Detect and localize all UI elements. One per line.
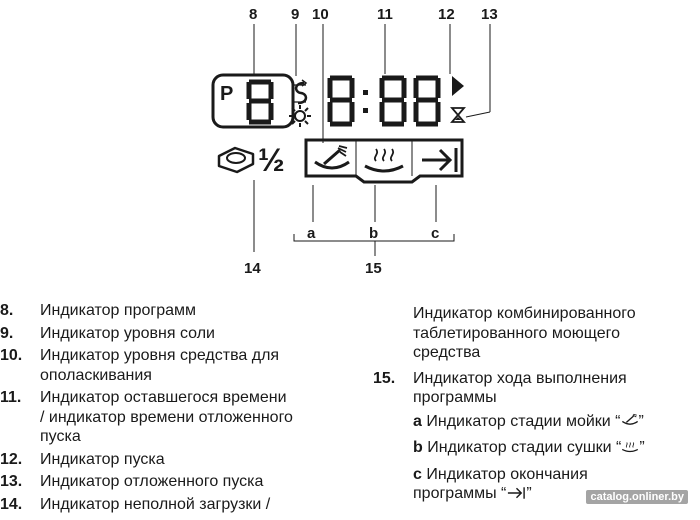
- callout-8: 8: [249, 6, 258, 23]
- callout-11: 11: [377, 6, 393, 23]
- legend-number: 11.: [0, 389, 22, 406]
- legend-item-14-continuation: [373, 304, 683, 363]
- legend-number: 8.: [0, 302, 14, 319]
- callout-14: 14: [244, 260, 261, 277]
- end-stage-icon: [506, 485, 526, 507]
- legend-number: 9.: [0, 324, 14, 342]
- stage-quote: ”: [638, 412, 644, 430]
- callout-15: 15: [365, 260, 382, 277]
- legend-text: Индикатор программ: [40, 302, 196, 319]
- program-digit: [249, 82, 271, 122]
- callout-a: a: [307, 225, 316, 242]
- legend-item-9: [0, 324, 360, 344]
- dry-stage-icon: [621, 439, 639, 461]
- stage-quote: ”: [526, 485, 532, 502]
- stage-text: Индикатор стадии сушки “: [427, 439, 622, 456]
- legend-stage-b: [373, 438, 683, 461]
- legend-item-8: [0, 301, 360, 321]
- detergent-tablet-icon: [219, 148, 253, 172]
- stage-letter: a: [413, 412, 422, 430]
- wash-stage-icon: [315, 146, 349, 168]
- hourglass-icon: [452, 108, 464, 122]
- callout-b: b: [369, 225, 379, 242]
- callout-13: 13: [481, 6, 498, 23]
- legend-text: таблетированного моющего: [413, 324, 621, 342]
- legend-right-column: [373, 304, 683, 507]
- legend-text: / индикатор времени отложенного: [40, 408, 293, 426]
- legend-number: 12.: [0, 450, 23, 468]
- program-letter: P: [220, 83, 234, 105]
- legend-item-10: [0, 346, 360, 385]
- stage-letter: b: [413, 439, 423, 456]
- stage-text: Индикатор окончания: [426, 465, 588, 483]
- legend-number: 14.: [0, 495, 23, 513]
- legend-text: Индикатор отложенного пуска: [40, 473, 264, 490]
- legend-text: Индикатор комбинированного: [413, 305, 636, 322]
- stage-text: программы “: [413, 485, 507, 502]
- legend-left-column: [0, 301, 360, 514]
- legend-stage-a: [373, 412, 683, 435]
- legend-text: средства: [413, 344, 481, 361]
- legend-item-13: [0, 472, 360, 492]
- wash-stage-icon: [621, 413, 639, 435]
- legend-number: 10.: [0, 347, 23, 364]
- half-load-indicator: ½: [258, 142, 285, 178]
- legend-text: Индикатор пуска: [40, 450, 165, 468]
- end-stage-icon: [422, 148, 456, 172]
- legend-text: Индикатор уровня соли: [40, 324, 215, 342]
- dry-stage-icon: [365, 149, 403, 171]
- stage-text: Индикатор стадии мойки “: [426, 412, 621, 430]
- legend-item-15: [373, 369, 683, 408]
- time-display: [330, 78, 438, 124]
- legend-text: Индикатор уровня средства для: [40, 347, 280, 364]
- rinse-aid-level-icon: [289, 105, 311, 127]
- legend-text: Индикатор оставшегося времени: [40, 389, 287, 406]
- legend-text: Индикатор неполной загрузки /: [40, 495, 271, 513]
- legend-number: 15.: [373, 369, 396, 387]
- start-indicator-icon: [452, 76, 464, 96]
- callout-c: c: [431, 225, 440, 242]
- legend-text: программы: [413, 389, 497, 406]
- stage-letter: c: [413, 465, 422, 483]
- legend-text: ополаскивания: [40, 366, 152, 384]
- watermark: catalog.onliner.by: [586, 490, 688, 504]
- legend-text: пуска: [40, 428, 81, 445]
- callout-10: 10: [312, 6, 329, 23]
- legend-item-14: [0, 495, 360, 515]
- callout-12: 12: [438, 6, 455, 23]
- legend-item-11: [0, 388, 360, 447]
- legend-text: Индикатор хода выполнения: [413, 369, 627, 387]
- legend-item-12: [0, 450, 360, 470]
- callout-9: 9: [291, 6, 300, 23]
- stage-quote: ”: [639, 439, 645, 456]
- legend-number: 13.: [0, 473, 23, 490]
